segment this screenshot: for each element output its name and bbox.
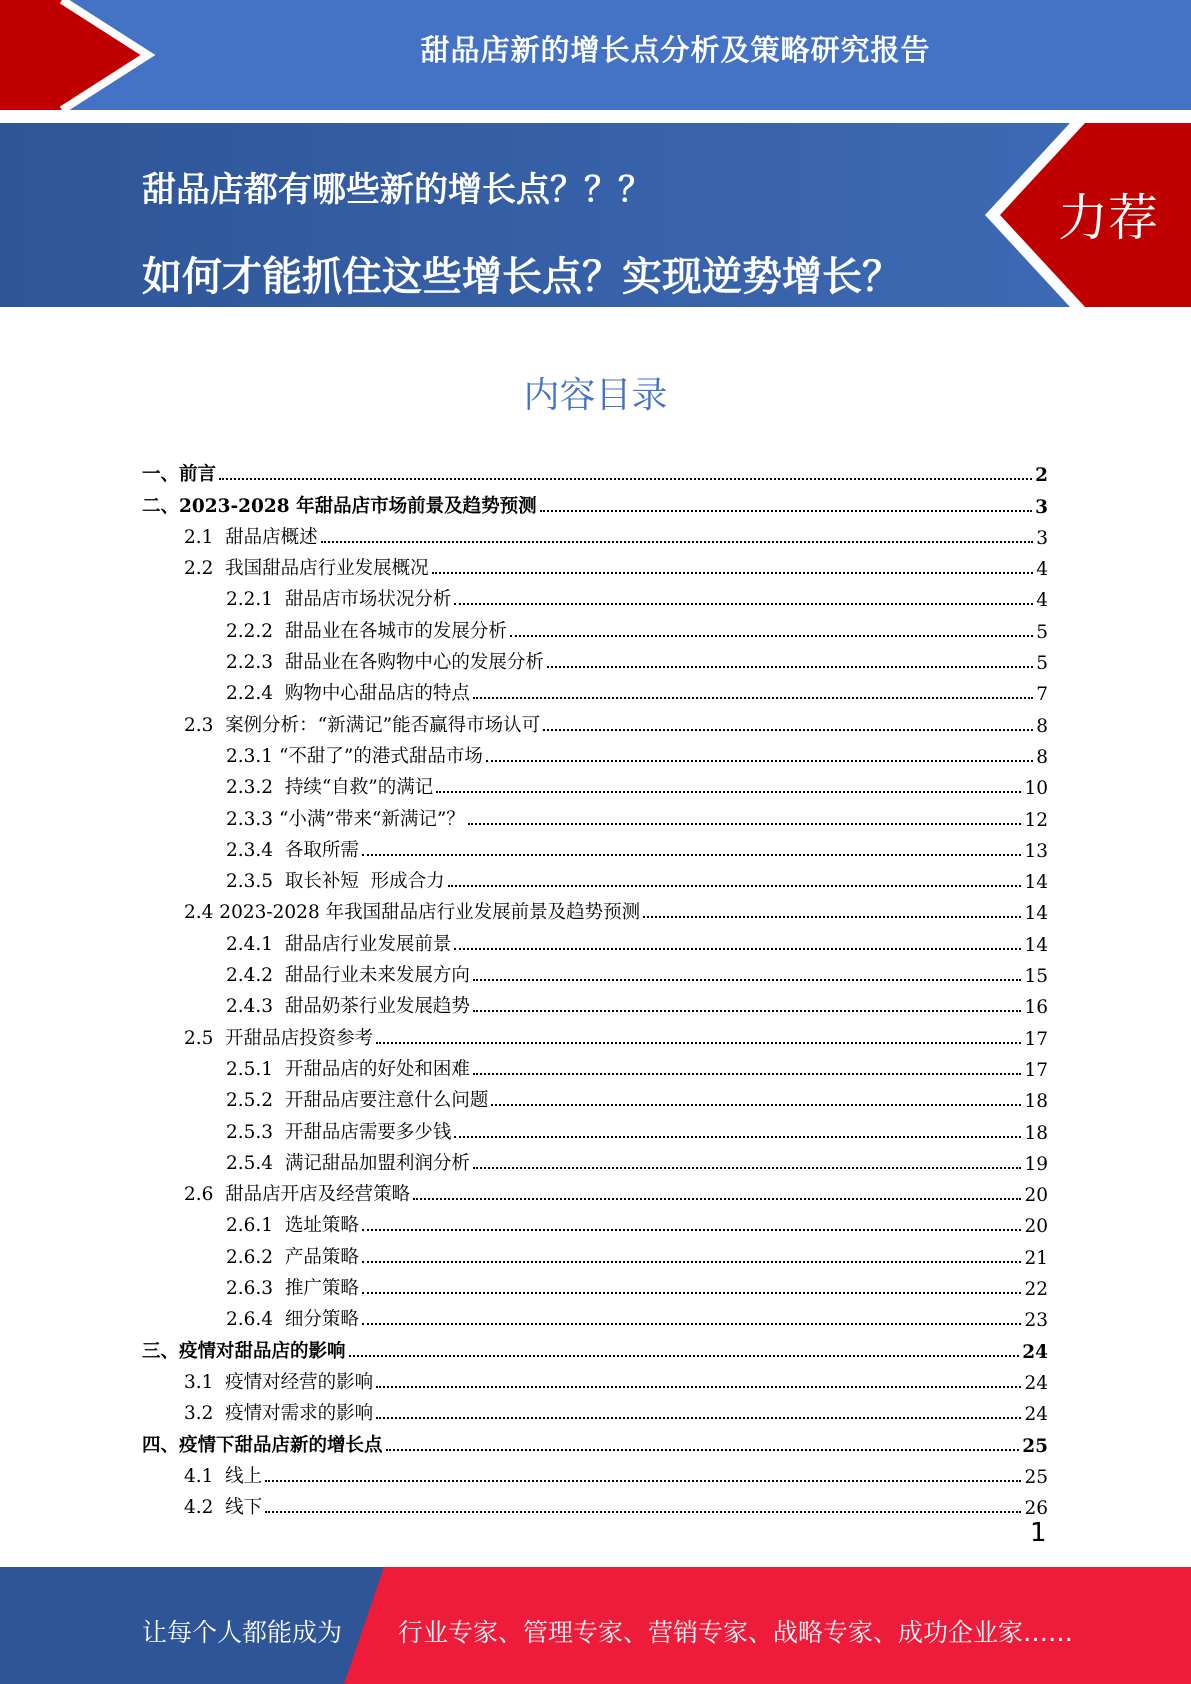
toc-entry-label: 三、疫情对甜品店的影响 (142, 1340, 346, 1362)
toc-entry-label: 2.6 甜品店开店及经营策略 (184, 1184, 411, 1206)
toc-entry-label: 2.3.2 持续“自救”的满记 (226, 777, 434, 799)
toc-dot-leader (432, 572, 1034, 574)
toc-dot-leader (362, 854, 1022, 856)
toc-dot-leader (265, 1480, 1021, 1482)
toc-entry-page: 10 (1024, 778, 1048, 800)
top-banner (0, 0, 1191, 110)
toc-entry-label: 2.3.1 “不甜了”的港式甜品市场 (226, 745, 483, 767)
toc-entry[interactable] (142, 768, 1048, 799)
toc-entry-label: 2.4.1 甜品店行业发展前景 (226, 933, 452, 955)
toc-entry-page: 20 (1024, 1185, 1048, 1207)
toc-entry-page: 7 (1036, 684, 1048, 706)
toc-dot-leader (510, 635, 1033, 637)
toc-entry[interactable] (142, 831, 1048, 862)
toc-dot-leader (454, 948, 1021, 950)
toc-entry-page: 18 (1024, 1091, 1048, 1113)
toc-entry[interactable] (142, 1394, 1048, 1425)
toc-entry-label: 2.2.2 甜品业在各城市的发展分析 (226, 620, 507, 642)
toc-entry[interactable] (142, 1425, 1048, 1456)
toc-entry-page: 26 (1024, 1498, 1048, 1520)
toc-entry[interactable] (142, 1112, 1048, 1143)
toc-entry[interactable] (142, 1269, 1048, 1300)
page-number: 1 (1030, 1518, 1047, 1548)
toc-entry-label: 2.6.4 细分策略 (226, 1309, 359, 1331)
toc-entry-label: 二、2023-2028 年甜品店市场前景及趋势预测 (142, 495, 537, 517)
toc-entry-page: 13 (1024, 840, 1048, 862)
toc-dot-leader (362, 1261, 1022, 1263)
toc-entry-label: 2.6.1 选址策略 (226, 1215, 359, 1237)
toc-entry-page: 25 (1024, 1466, 1048, 1488)
toc-dot-leader (349, 1355, 1020, 1357)
toc-entry-page: 4 (1036, 590, 1048, 612)
toc-dot-leader (547, 666, 1033, 668)
toc-dot-leader (386, 1449, 1020, 1451)
toc-entry[interactable] (142, 580, 1048, 611)
toc-entry-page: 3 (1036, 527, 1048, 549)
toc-dot-leader (540, 510, 1033, 512)
toc-dot-leader (473, 697, 1033, 699)
toc-dot-leader (436, 791, 1021, 793)
toc-entry-page: 24 (1024, 1372, 1048, 1394)
toc-entry[interactable] (142, 1457, 1048, 1488)
toc-dot-leader (376, 1417, 1021, 1419)
toc-dot-leader (473, 1073, 1022, 1075)
toc-entry[interactable] (142, 862, 1048, 893)
toc-dot-leader (643, 916, 1021, 918)
toc-entry-label: 2.4 2023-2028 年我国甜品店行业发展前景及趋势预测 (184, 902, 641, 924)
toc-entry-label: 2.6.2 产品策略 (226, 1246, 359, 1268)
toc-entry-page: 17 (1024, 1028, 1048, 1050)
toc-entry-label: 2.2 我国甜品店行业发展概况 (184, 558, 429, 580)
toc-entry-page: 16 (1024, 997, 1048, 1019)
toc-dot-leader (413, 1198, 1021, 1200)
toc-list (142, 455, 1048, 1519)
toc-entry[interactable] (142, 987, 1048, 1018)
recommend-badge: 力荐 (1058, 189, 1158, 247)
toc-entry-page: 12 (1024, 809, 1048, 831)
footer-slogan-right: 行业专家、管理专家、营销专家、战略专家、成功企业家…… (398, 1618, 1074, 1647)
toc-dot-leader (362, 1292, 1022, 1294)
toc-entry-label: 2.2.4 购物中心甜品店的特点 (226, 683, 470, 705)
toc-entry-page: 19 (1024, 1153, 1048, 1175)
toc-entry-page: 3 (1035, 496, 1048, 518)
toc-entry-label: 2.3.3 “小满”带来“新满记”？ (226, 808, 465, 830)
toc-entry-page: 14 (1024, 934, 1048, 956)
toc-entry[interactable] (142, 737, 1048, 768)
toc-entry[interactable] (142, 1363, 1048, 1394)
toc-entry[interactable] (142, 674, 1048, 705)
toc-dot-leader (362, 1323, 1022, 1325)
toc-entry-page: 20 (1024, 1216, 1048, 1238)
toc-entry-page: 14 (1024, 872, 1048, 894)
toc-entry-page: 24 (1022, 1341, 1048, 1363)
toc-entry-page: 5 (1036, 621, 1048, 643)
toc-dot-leader (473, 1167, 1022, 1169)
toc-entry-label: 3.1 疫情对经营的影响 (184, 1371, 374, 1393)
toc-entry[interactable] (142, 1206, 1048, 1237)
toc-entry-label: 2.5.4 满记甜品加盟利润分析 (226, 1152, 470, 1174)
toc-entry[interactable] (142, 924, 1048, 955)
toc-entry[interactable] (142, 1081, 1048, 1112)
footer-slogan-left: 让每个人都能成为 (142, 1618, 343, 1647)
toc-entry[interactable] (142, 1175, 1048, 1206)
toc-entry-page: 21 (1024, 1247, 1048, 1269)
toc-dot-leader (491, 1104, 1021, 1106)
toc-entry[interactable] (142, 1300, 1048, 1331)
toc-entry[interactable] (142, 643, 1048, 674)
toc-entry-page: 8 (1036, 715, 1048, 737)
toc-dot-leader (473, 1010, 1022, 1012)
toc-entry-label: 2.2.3 甜品业在各购物中心的发展分析 (226, 652, 544, 674)
toc-entry-page: 18 (1024, 1122, 1048, 1144)
toc-entry-label: 一、前言 (142, 464, 217, 486)
toc-entry-page: 17 (1024, 1059, 1048, 1081)
toc-dot-leader (321, 541, 1034, 543)
toc-dot-leader (486, 760, 1033, 762)
toc-dot-leader (454, 1136, 1021, 1138)
toc-entry-page: 24 (1024, 1404, 1048, 1426)
toc-entry[interactable] (142, 1331, 1048, 1362)
toc-entry-label: 2.3 案例分析：“新满记”能否赢得市场认可 (184, 714, 541, 736)
toc-entry-label: 2.2.1 甜品店市场状况分析 (226, 589, 452, 611)
toc-entry[interactable] (142, 893, 1048, 924)
report-title: 甜品店新的增长点分析及策略研究报告 (420, 33, 931, 67)
toc-entry-label: 3.2 疫情对需求的影响 (184, 1403, 374, 1425)
toc-entry-label: 2.4.3 甜品奶茶行业发展趋势 (226, 996, 470, 1018)
toc-entry[interactable] (142, 1237, 1048, 1268)
toc-entry-page: 4 (1036, 559, 1048, 581)
toc-entry[interactable] (142, 799, 1048, 830)
toc-dot-leader (543, 729, 1033, 731)
toc-entry-page: 5 (1036, 653, 1048, 675)
toc-entry[interactable] (142, 1488, 1048, 1519)
toc-entry-label: 2.5.3 开甜品店需要多少钱 (226, 1121, 452, 1143)
toc-entry-label: 2.6.3 推广策略 (226, 1278, 359, 1300)
toc-entry-label: 2.3.4 各取所需 (226, 839, 359, 861)
headline-subquestion: 如何才能抓住这些增长点？实现逆势增长？ (142, 254, 902, 300)
toc-dot-leader (376, 1386, 1021, 1388)
toc-dot-leader (362, 1229, 1022, 1231)
toc-dot-leader (376, 1042, 1021, 1044)
toc-entry[interactable] (142, 455, 1048, 486)
toc-entry-label: 2.5 开甜品店投资参考 (184, 1027, 374, 1049)
headline-question: 甜品店都有哪些新的增长点？？？ (142, 170, 652, 210)
toc-entry-label: 2.4.2 甜品行业未来发展方向 (226, 965, 470, 987)
toc-entry[interactable] (142, 486, 1048, 517)
toc-dot-leader (473, 979, 1022, 981)
toc-entry-page: 25 (1022, 1435, 1048, 1457)
toc-entry-page: 2 (1035, 465, 1048, 487)
toc-entry-page: 14 (1024, 903, 1048, 925)
toc-title: 内容目录 (523, 375, 668, 416)
toc-dot-leader (448, 885, 1022, 887)
toc-entry-label: 2.3.5 取长补短 形成合力 (226, 871, 445, 893)
toc-entry-page: 23 (1024, 1310, 1048, 1332)
toc-entry-page: 22 (1024, 1279, 1048, 1301)
red-arrow-decoration (0, 0, 160, 110)
toc-dot-leader (265, 1511, 1021, 1513)
toc-dot-leader (454, 603, 1033, 605)
toc-entry-label: 2.1 甜品店概述 (184, 526, 318, 548)
toc-entry[interactable] (142, 956, 1048, 987)
toc-dot-leader (468, 823, 1022, 825)
toc-entry[interactable] (142, 611, 1048, 642)
toc-entry-label: 4.1 线上 (184, 1465, 263, 1487)
toc-entry-page: 8 (1036, 746, 1048, 768)
toc-entry-label: 4.2 线下 (184, 1497, 263, 1519)
toc-entry[interactable] (142, 518, 1048, 549)
toc-entry[interactable] (142, 549, 1048, 580)
toc-entry[interactable] (142, 1018, 1048, 1049)
toc-entry-page: 15 (1024, 966, 1048, 988)
toc-entry[interactable] (142, 1050, 1048, 1081)
toc-entry-label: 2.5.2 开甜品店要注意什么问题 (226, 1090, 489, 1112)
toc-entry[interactable] (142, 705, 1048, 736)
toc-entry-label: 四、疫情下甜品店新的增长点 (142, 1434, 383, 1456)
toc-entry[interactable] (142, 1144, 1048, 1175)
toc-dot-leader (219, 478, 1032, 480)
toc-entry-label: 2.5.1 开甜品店的好处和困难 (226, 1058, 470, 1080)
